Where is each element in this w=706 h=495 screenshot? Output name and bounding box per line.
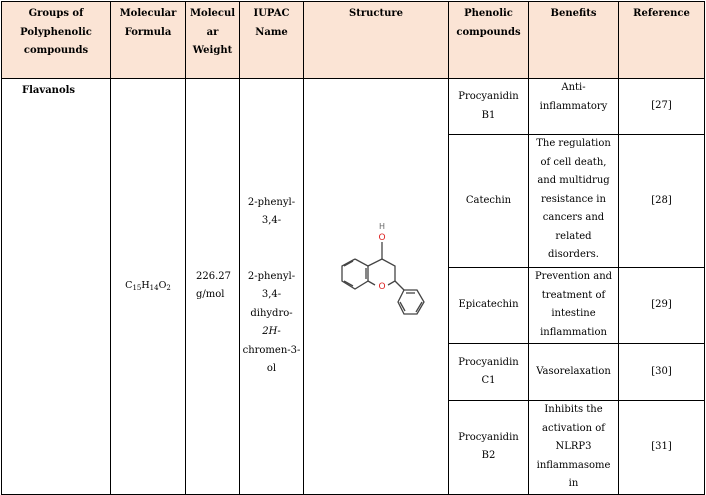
benefit-3: Prevention and treatment of intestine inflammation — [529, 268, 619, 344]
reference-5: [31] — [619, 401, 705, 495]
phenolic-compound-2: Catechin — [449, 135, 529, 268]
phenolic-compound-3: Epicatechin — [449, 268, 529, 344]
reference-1: [27] — [619, 79, 705, 135]
header-structure: Structure — [304, 2, 449, 79]
table-row — [2, 79, 705, 135]
header-iupac: IUPAC Name — [240, 2, 304, 79]
molecular-weight: 226.27 g/mol — [186, 79, 240, 495]
header-row — [2, 2, 705, 79]
flavanol-structure-diagram — [304, 206, 449, 366]
iupac-line-1: 2-phenyl-3,4- — [247, 196, 296, 227]
molecular-formula: $C_{15}H_{14}O_2$ — [111, 79, 186, 495]
header-weight: Molecular Weight — [186, 2, 240, 79]
phenolic-compound-4: Procyanidin C1 — [449, 344, 529, 401]
header-phenolic: Phenolic compounds — [449, 2, 529, 79]
reference-4: [30] — [619, 344, 705, 401]
structure-cell — [304, 79, 449, 495]
polyphenol-table — [1, 1, 705, 495]
phenolic-compound-5: Procyanidin B2 — [449, 401, 529, 495]
benefit-4: Vasorelaxation — [529, 344, 619, 401]
header-benefits: Benefits — [529, 2, 619, 79]
ring-oxygen-label: O — [378, 282, 386, 293]
benefit-1: Anti-inflammatory — [529, 79, 619, 135]
phenolic-compound-1: Procyanidin B1 — [449, 79, 529, 135]
group-name: Flavanols — [2, 79, 111, 495]
hydroxyl-hydrogen-label: H — [378, 222, 386, 232]
header-formula: Molecular Formula — [111, 2, 186, 79]
header-groups: Groups of Polyphenolic compounds — [2, 2, 111, 79]
hydroxyl-oxygen-label: O — [378, 233, 386, 244]
benefit-2: The regulation of cell death, and multidrug resistance in cancers and related disorders. — [529, 135, 619, 268]
benefit-5: Inhibits the activation of NLRP3 inflammasome in — [529, 401, 619, 495]
reference-3: [29] — [619, 268, 705, 344]
benzo-ring — [342, 259, 368, 289]
iupac-name: 2-phenyl-3,4- 2-phenyl-3,4-dihydro-2H-chromen-3-ol — [240, 79, 304, 495]
header-reference: Reference — [619, 2, 705, 79]
reference-2: [28] — [619, 135, 705, 268]
